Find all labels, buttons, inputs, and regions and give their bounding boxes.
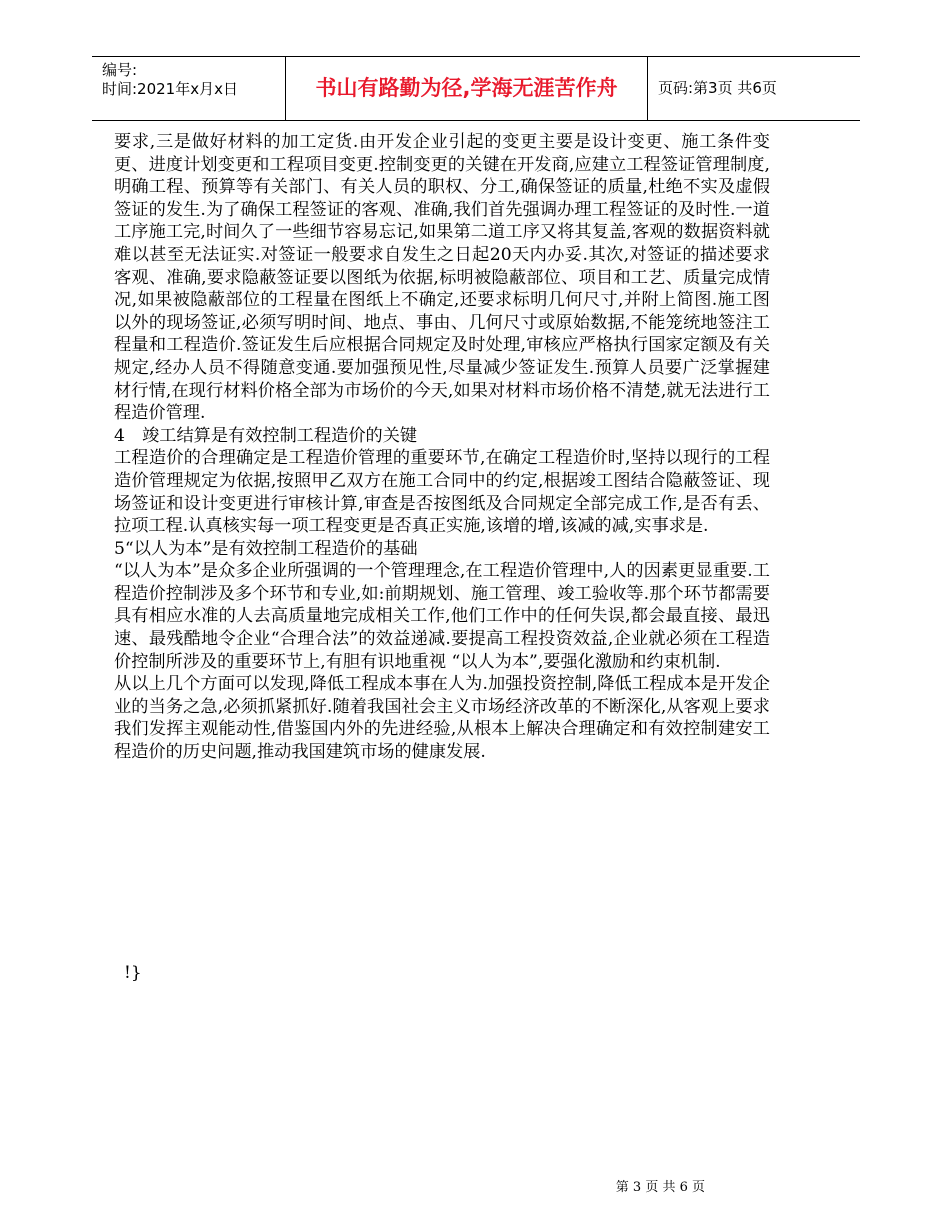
- header-page-info: 页码:第3页 共6页: [658, 79, 777, 97]
- section-heading: 5“以人为本”是有效控制工程造价的基础: [114, 538, 418, 559]
- page-footer: [0, 1176, 950, 1195]
- body-paragraph: 从以上几个方面可以发现,降低工程成本事在人为.加强投资控制,降低工程成本是开发企业的当务之急,必须抓紧抓好.随着我国社会主义市场经济改革的不断深化,从客观上要求我们发挥主观能动性,借鉴国内外的先进经验,从根本上解决合理确定和有效控制建安工程造价的历史问题,推动我国建筑市场的健康发展.: [114, 674, 770, 763]
- time-label: 时间:2021年x月x日: [102, 80, 238, 98]
- page-header: [92, 56, 860, 121]
- tail-mark: !}: [124, 963, 142, 983]
- serial-label: 编号:: [102, 61, 138, 79]
- section-heading: 4 竣工结算是有效控制工程造价的关键: [114, 425, 418, 446]
- body-paragraph: “以人为本”是众多企业所强调的一个管理理念,在工程造价管理中,人的因素更显重要.工程造价控制涉及多个环节和专业,如:前期规划、施工管理、竣工验收等.那个环节都需要具有相应水准的人去高质量地完成相关工作,他们工作中的任何失误,都会最直接、最迅速、最残酷地令企业“合理合法”的效益递减.要提高工程投资效益,企业就必须在工程造价控制所涉及的重要环节上,有胆有识地重视 “以人为本”,要强化激励和约束机制.: [114, 561, 770, 672]
- document-body: [114, 131, 770, 764]
- body-paragraph: 要求,三是做好材料的加工定货.由开发企业引起的变更主要是设计变更、施工条件变更、进度计划变更和工程项目变更.控制变更的关键在开发商,应建立工程签证管理制度,明确工程、预算等有关部门、有关人员的职权、分工,确保签证的质量,杜绝不实及虚假签证的发生.为了确保工程签证的客观、准确,我们首先强调办理工程签证的及时性.一道工序施工完,时间久了一些细节容易忘记,如果第二道工序又将其复盖,客观的数据资料就难以甚至无法证实.对签证一般要求自发生之日起20天内办妥.其次,对签证的描述要求客观、准确,要求隐蔽签证要以图纸为依据,标明被隐蔽部位、项目和工艺、质量完成情况,如果被隐蔽部位的工程量在图纸上不确定,还要求标明几何尺寸,并附上简图.施工图以外的现场签证,必须写明时间、地点、事由、几何尺寸或原始数据,不能笼统地签注工程量和工程造价.签证发生后应根据合同规定及时处理,审核应严格执行国家定额及有关规定,经办人员不得随意变通.要加强预见性,尽量减少签证发生.预算人员要广泛掌握建材行情,在现行材料价格全部为市场价的今天,如果对材料市场价格不清楚,就无法进行工程造价管理.: [114, 132, 770, 424]
- header-motto: 书山有路勤为径,学海无涯苦作舟: [315, 76, 618, 100]
- footer-page-number: 第 3 页 共 6 页: [615, 1180, 705, 1195]
- header-meta: [92, 57, 285, 120]
- body-paragraph: 工程造价的合理确定是工程造价管理的重要环节,在确定工程造价时,坚持以现行的工程造价管理规定为依据,按照甲乙双方在施工合同中的约定,根据竣工图结合隐蔽签证、现场签证和设计变更进行审核计算,审查是否按图纸及合同规定全部完成工作,是否有丢、拉项工程.认真核实每一项工程变更是否真正实施,该增的增,该减的减,实事求是.: [114, 448, 770, 537]
